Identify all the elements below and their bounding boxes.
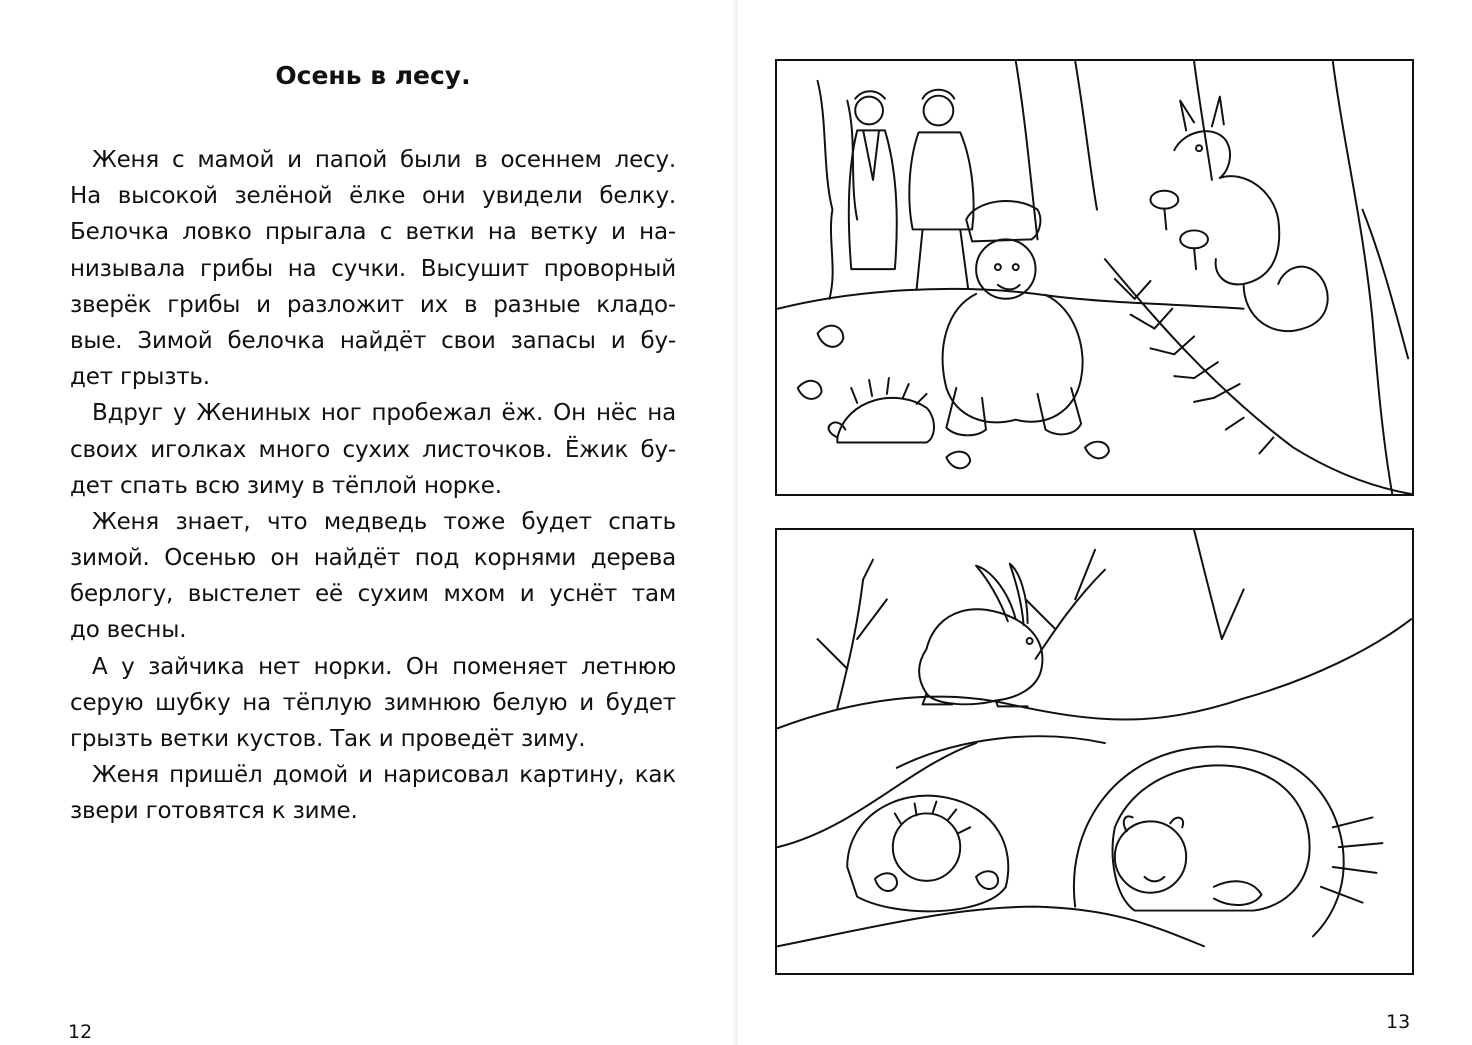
story-line: Белочка ловко прыгала с ветки на ветку и на- (70, 219, 676, 246)
story-line: Женя с мамой и папой были в осеннем лесу. (92, 147, 676, 173)
squirrel-figure (1150, 97, 1327, 331)
story-line: низывала грибы на сучки. Высушит проворный (70, 255, 676, 282)
page-number-right: 13 (1386, 1011, 1411, 1033)
story-line: до весны. (70, 617, 187, 644)
animals-in-winter-dens-illustration (775, 528, 1414, 975)
story-line: зимой. Осенью он найдёт под корнями дерева (70, 545, 676, 572)
story-line: вые. Зимой белочка найдёт свои запасы и бу- (70, 327, 676, 354)
hedgehog-figure (829, 378, 934, 442)
right-page (736, 0, 1472, 1045)
story-line: серую шубку на тёплую зимнюю белую и будет (70, 689, 676, 716)
hedgehog-den (847, 796, 1008, 912)
forest-drawing (777, 61, 1412, 494)
story-line: А у зайчика нет норки. Он поменяет летнюю (92, 653, 676, 680)
bear-den (1074, 747, 1382, 937)
family-in-forest-illustration (775, 59, 1414, 496)
page-number-left: 12 (68, 1021, 93, 1043)
story-line: Вдруг у Жениных ног пробежал ёж. Он нёс на (92, 400, 676, 427)
story-line: На высокой зелёной ёлке они увидели белку. (70, 183, 676, 210)
story-text (70, 142, 676, 830)
winter-drawing (777, 530, 1412, 973)
story-line: Женя пришёл домой и нарисовал картину, как (92, 762, 676, 789)
story-line: зверёк грибы и разложит их в разные кладо- (70, 291, 676, 318)
hare-figure (919, 564, 1042, 707)
father-figure (909, 90, 973, 289)
story-line: звери готовятся к зиме. (70, 798, 358, 825)
boy-figure (943, 201, 1083, 435)
story-line: берлогу, выстелет её сухим мхом и уснёт там (70, 581, 676, 608)
story-line: грызть ветки кустов. Так и проведёт зиму. (70, 726, 586, 752)
story-line: Женя знает, что медведь тоже будет спать (92, 508, 676, 535)
story-line: своих иголках много сухих листочков. Ёжик бу- (70, 436, 676, 463)
story-line: дет спать всю зиму в тёплой норке. (70, 472, 502, 499)
story-line: дет грызть. (70, 364, 210, 391)
story-title: Осень в лесу. (275, 61, 471, 90)
mother-figure (849, 91, 897, 269)
